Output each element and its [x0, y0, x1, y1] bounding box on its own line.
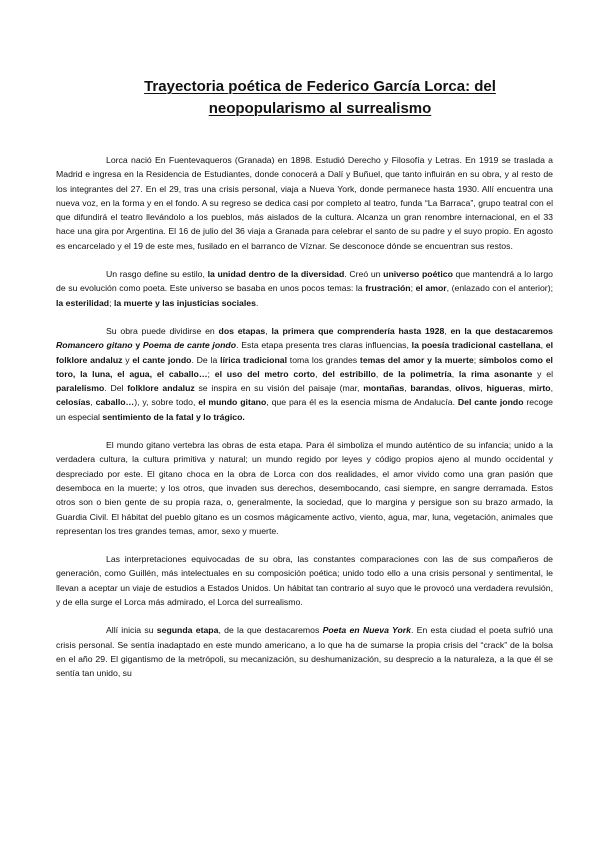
emphasis-text: Romancero gitano — [56, 340, 133, 351]
emphasis-text: Poeta en Nueva York — [322, 625, 411, 636]
bold-run: la esterilidad — [56, 297, 110, 308]
bold-run: mirto — [528, 383, 551, 394]
bold-run: la rima asonante — [458, 368, 533, 379]
bold-run: frustración — [365, 283, 411, 294]
bold-run: lírica tradicional — [220, 354, 288, 365]
text-run: . Esta etapa presenta tres claras influencias, — [236, 340, 412, 351]
text-run: , — [522, 383, 529, 394]
text-run: , — [451, 368, 459, 379]
text-run: Su obra puede dividirse en — [106, 325, 219, 336]
bold-run: el folklore andaluz — [56, 340, 553, 365]
text-run: , — [449, 383, 456, 394]
paragraph — [56, 267, 553, 310]
text-run: Allí inicia su — [106, 625, 157, 636]
text-run: , — [90, 397, 96, 408]
text-run: ; — [410, 283, 416, 294]
text-run: , — [265, 325, 272, 336]
bold-run: y — [132, 340, 143, 351]
text-run: y — [122, 354, 133, 365]
text-run: ; — [109, 297, 114, 308]
text-run: , — [315, 368, 323, 379]
text-run: El mundo gitano vertebra las obras de esta etapa. Para él simboliza el mundo auténtico de su infancia; unido a la verdadera cultura, la cultura primitiva y natural; un mundo regido por leyes y código propios ajeno al mundo occidental y despreciado por este. El gitano choca en la obra de Lorca con dos realidades, el amor vivido como una gran pasión que desemboca en la muerte; y los otros, que invaden sus derechos, desembocando, casi siempre, en sangre derramada. Estos otros son o bien gente de su propia raza, o, generalmente, la sociedad, que lo margina y persigue son su brazo armado, la Guardia Civil. El hábitat del pueblo gitano es un cosmos mágicamente activo, viento, agua, mar, luna, vegetación, animales que representan los tres grandes temas, amor, sexo y muerte. — [56, 440, 553, 536]
text-run: , — [444, 325, 451, 336]
title-line-2: neopopularismo al surrealismo — [208, 100, 432, 117]
bold-run: folklore andaluz — [127, 383, 195, 394]
bold-run: la muerte y las injusticias sociales — [113, 297, 256, 308]
bold-run: universo poético — [383, 269, 453, 280]
text-run: que mantendrá a lo largo de su evolución como poeta. Este universo se basaba en unos pocos temas: la — [56, 269, 553, 294]
text-run: . Del — [104, 383, 128, 394]
bold-run: la primera que comprendería hasta 1928 — [271, 325, 445, 336]
text-run: ; — [473, 354, 479, 365]
bold-run: en la que destacaremos — [450, 325, 554, 336]
text-run: Las interpretaciones equivocadas de su obra, las constantes comparaciones con las de sus compañeros de generación, como Guillén, más intelectuales en su composición poética; unido todo ello a una crisis personal y sentimental, le llevan a aceptar un viaje de estudios a Estados Unidos. Un hábitat tan contrario al suyo que le provocó una verdadera revulsión, y de ella surge el Lorca más admirado, el Lorca del surrealismo. — [56, 554, 553, 608]
text-run: , — [550, 383, 554, 394]
bold-run: higueras — [486, 383, 523, 394]
bold-italic-run — [56, 340, 133, 350]
text-run: , que para él es la esencia misma de Andalucía. — [266, 397, 458, 408]
bold-run: símbolos como el toro, la luna, el agua, el caballo… — [56, 354, 553, 379]
text-run: toma los grandes — [287, 354, 360, 365]
bold-run: segunda etapa — [156, 625, 219, 636]
text-run: . En esta ciudad el poeta sufrió una crisis personal. Se sentía inadaptado en este mundo americano, a lo que ha de sumarse la propia crisis del “crack” de la bolsa en el año 29. El gigantismo de la metrópoli, su mecanización, su deshumanización, su desprecio a la naturaleza, a la que él se sentía tan unido, su — [56, 625, 553, 679]
bold-run: el mundo gitano — [198, 397, 267, 408]
bold-run: dos etapas — [218, 325, 266, 336]
bold-run: el uso del metro corto — [214, 368, 316, 379]
title-line-1: Trayectoria poética de Federico García Lorca: del — [144, 78, 496, 95]
paragraph — [56, 324, 553, 424]
bold-run: de la polimetría — [383, 368, 452, 379]
bold-italic-run — [323, 625, 411, 635]
text-run: . De la — [191, 354, 221, 365]
paragraph — [56, 623, 553, 680]
bold-run: paralelismo — [56, 383, 105, 394]
bold-run: el cante jondo — [132, 354, 192, 365]
bold-run: sentimiento de la fatal y lo trágico. — [102, 411, 245, 422]
bold-run: barandas — [410, 383, 450, 394]
text-run: , — [375, 368, 384, 379]
text-run: , — [404, 383, 411, 394]
document-title — [70, 76, 570, 120]
text-run: , — [540, 340, 546, 351]
bold-italic-run — [143, 340, 236, 350]
text-run: , de la que destacaremos — [218, 625, 323, 636]
bold-run: temas del amor y la muerte — [359, 354, 474, 365]
bold-run: montañas — [363, 383, 405, 394]
text-run: , (enlazado con el anterior); — [446, 283, 554, 294]
text-run: Lorca nació En Fuentevaqueros (Granada) en 1898. Estudió Derecho y Filosofía y Letras. En 1919 se traslada a Madrid e ingresa en la Residencia de Estudiantes, donde conocerá a Dalí y Buñuel, que tanto influirán en su obra, y al resto de los integrantes del 27. En el 29, tras una crisis personal, viaja a Nueva York, donde permanece hasta 1930. Allí encuentra una nueva voz, en la forma y en el fondo. A su regreso se dedica casi por completo al teatro, funda “La Barraca”, grupo teatral con el que difundirá el teatro llevándolo a los pueblos, más aislados de la cultura. Alcanza un gran renombre internacional, en el 33 hace una gira por Argentina. El 16 de julio del 36 viaja a Granada para celebrar el santo de su padre y el suyo propio. En agosto es encarcelado y el 19 de este mes, fusilado en el barranco de Víznar. Se desconoce dónde se encuentran sus restos. — [56, 155, 553, 251]
text-run: . — [255, 297, 259, 308]
text-run: Un rasgo define su estilo, — [106, 269, 208, 280]
text-run: se inspira en su visión del paisaje (mar, — [194, 383, 364, 394]
text-run: y el — [532, 368, 554, 379]
bold-run: la unidad dentro de la diversidad — [207, 269, 345, 280]
bold-run: la poesía tradicional castellana — [411, 340, 541, 351]
paragraph — [56, 438, 553, 538]
bold-run: Del cante jondo — [457, 397, 524, 408]
text-run: , — [480, 383, 487, 394]
text-run: ; — [207, 368, 215, 379]
bold-run: del estribillo — [322, 368, 376, 379]
text-run: recoge un especial — [56, 397, 553, 422]
text-run: ), y, sobre todo, — [134, 397, 199, 408]
bold-run: celosías — [56, 397, 91, 408]
text-run: . Creó un — [344, 269, 384, 280]
paragraph — [56, 552, 553, 609]
bold-run: caballo… — [95, 397, 135, 408]
bold-run: olivos — [455, 383, 481, 394]
emphasis-text: Poema de cante jondo — [142, 340, 237, 351]
bold-run: el amor — [415, 283, 447, 294]
document-body — [56, 153, 553, 695]
paragraph — [56, 153, 553, 253]
